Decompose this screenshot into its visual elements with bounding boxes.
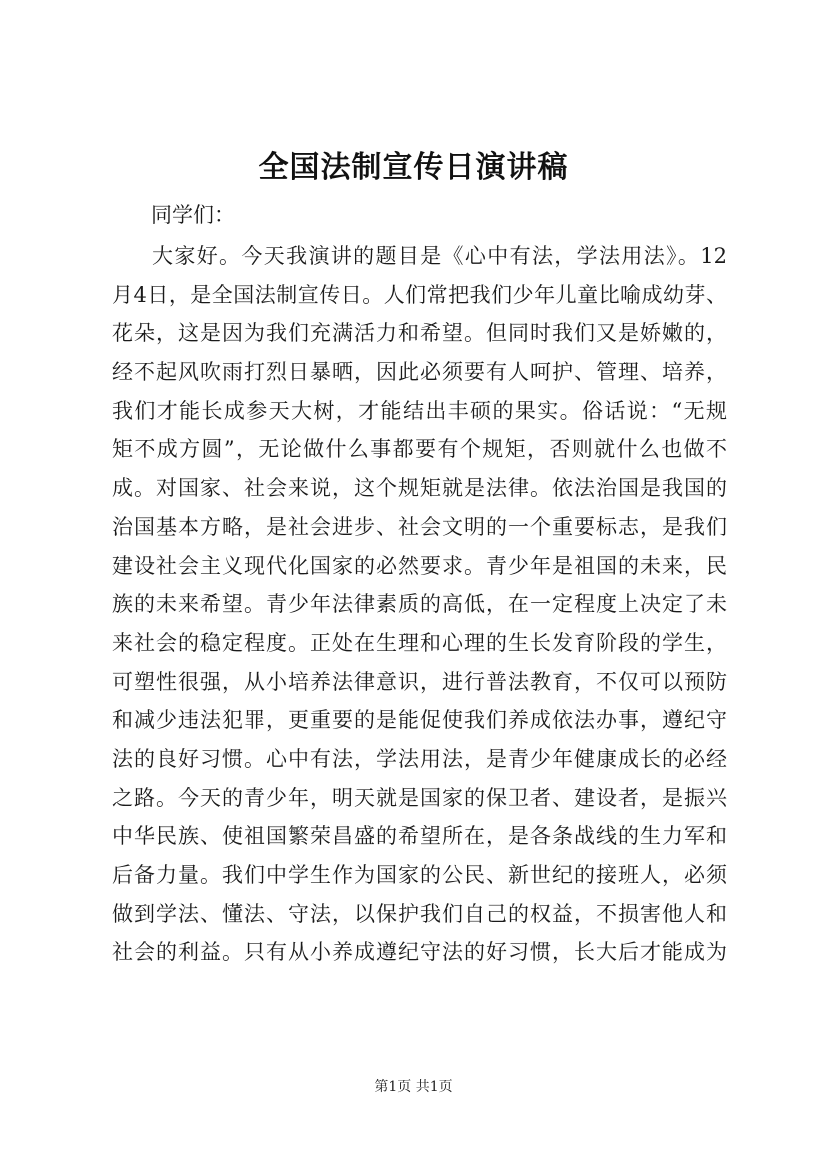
body-line: 大家好。今天我演讲的题目是《心中有法，学法用法》。12	[152, 244, 727, 268]
body-line: 之路。今天的青少年，明天就是国家的保卫者、建设者，是振兴	[112, 785, 727, 810]
body-line: 花朵，这是因为我们充满活力和希望。但同时我们又是娇嫩的，	[112, 321, 727, 346]
body-line: 建设社会主义现代化国家的必然要求。青少年是祖国的未来，民	[112, 553, 727, 578]
speech-body	[112, 237, 727, 972]
body-line: 矩不成方圆”，无论做什么事都要有个规矩，否则就什么也做不	[112, 437, 727, 462]
body-line: 社会的利益。只有从小养成遵纪守法的好习惯，长大后才能成为	[112, 940, 727, 965]
body-line: 做到学法、懂法、守法，以保护我们自己的权益，不损害他人和	[112, 901, 727, 926]
body-line: 后备力量。我们中学生作为国家的公民、新世纪的接班人，必须	[112, 863, 727, 887]
body-line: 可塑性很强，从小培养法律意识，进行普法教育，不仅可以预防	[112, 669, 727, 694]
body-line: 月4日，是全国法制宣传日。人们常把我们少年儿童比喻成幼芽、	[112, 282, 727, 307]
body-line: 我们才能长成参天大树，才能结出丰硕的果实。俗话说：“无规	[112, 398, 727, 423]
body-line: 中华民族、使祖国繁荣昌盛的希望所在，是各条战线的生力军和	[112, 824, 727, 849]
body-line: 族的未来希望。青少年法律素质的高低，在一定程度上决定了未	[112, 592, 727, 617]
body-line: 来社会的稳定程度。正处在生理和心理的生长发育阶段的学生，	[112, 630, 727, 655]
body-line: 治国基本方略，是社会进步、社会文明的一个重要标志，是我们	[112, 514, 727, 539]
page-number-footer: 第1页 共1页	[374, 1079, 453, 1095]
body-line: 成。对国家、社会来说，这个规矩就是法律。依法治国是我国的	[112, 476, 727, 501]
greeting-text: 同学们：	[151, 203, 235, 227]
body-line: 和减少违法犯罪，更重要的是能促使我们养成依法办事，遵纪守	[112, 708, 727, 733]
document-title: 全国法制宣传日演讲稿	[258, 150, 569, 185]
body-line: 经不起风吹雨打烈日暴晒，因此必须要有人呵护、管理、培养，	[112, 360, 727, 385]
body-line: 法的良好习惯。心中有法，学法用法，是青少年健康成长的必经	[112, 746, 727, 771]
